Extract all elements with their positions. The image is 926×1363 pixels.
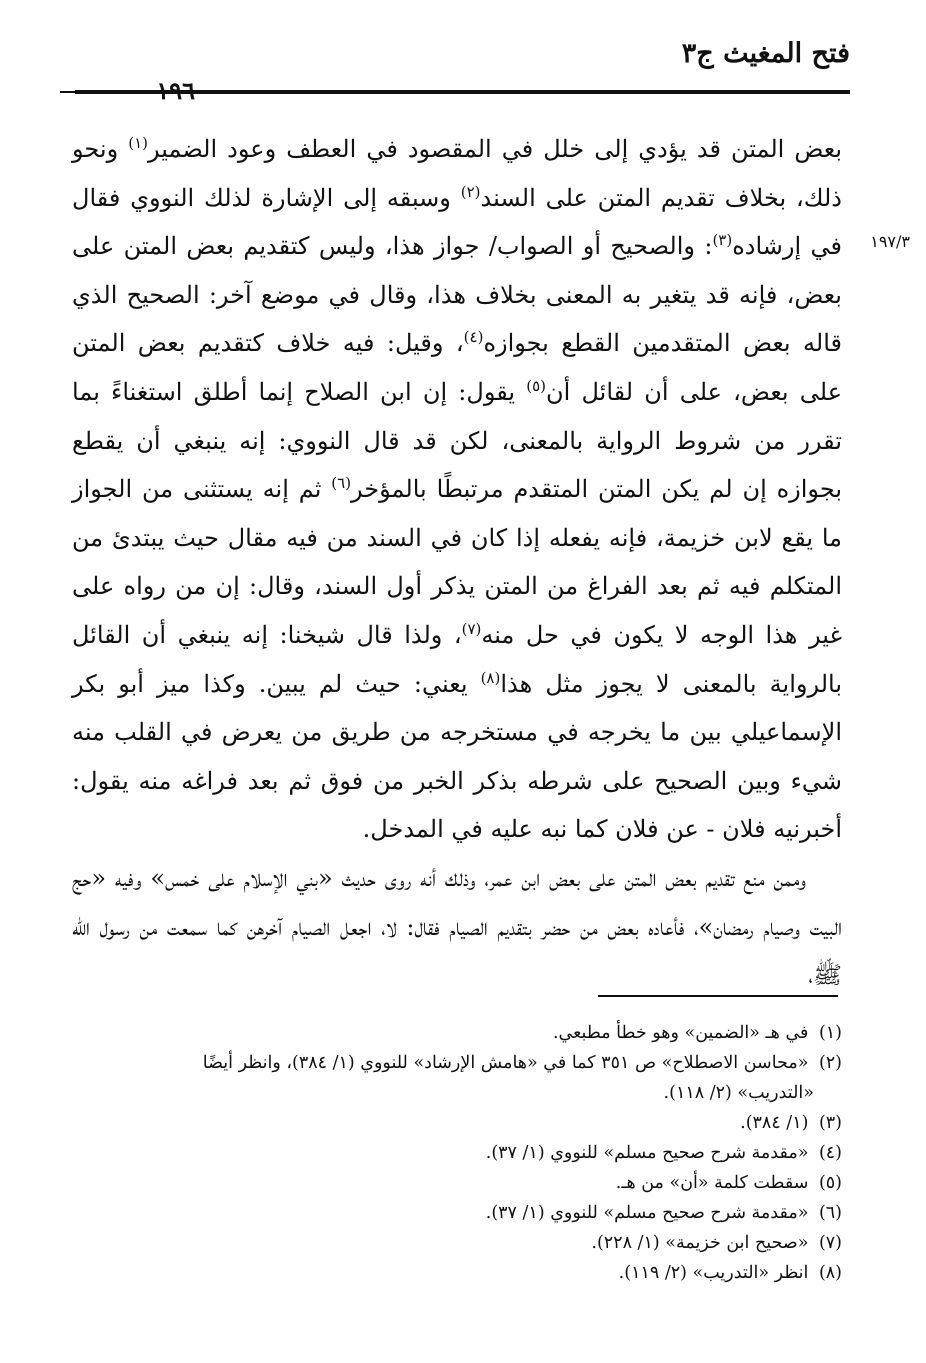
- footnote-text: في هـ «الضمين» وهو خطأ مطبعي.: [552, 1023, 809, 1043]
- footnote: [72, 1228, 842, 1258]
- page-number-dash-left: [60, 91, 105, 93]
- text-run: يعني: حيث لم يبين. وكذا ميز أبو بكر الإسماعيلي بين ما يخرجه في مستخرجه من طريق من يعرض في القلب منه شيء وبين الصحيح على شرطه بذكر الخبر من فوق ثم بعد فراغه منه يقول: أخبرنيه فلان - عن فلان كما نبه عليه في المدخل.: [72, 669, 842, 844]
- page-number: ١٩٦: [156, 76, 195, 105]
- paragraph: [72, 125, 842, 854]
- footnote-text: «مقدمة شرح صحيح مسلم» للنووي (١/ ٣٧).: [485, 1203, 809, 1223]
- footnote: [72, 1108, 842, 1138]
- text-run: يقول: إن ابن الصلاح إنما أطلق استغناءً بما تقرر من شروط الرواية بالمعنى، لكن قد قال النووي: إنه ينبغي أن يقطع بجوازه إن لم يكن المتن المتقدم مرتبطًا بالمؤخر: [72, 377, 843, 504]
- text-run: ثم إنه يستثنى من الجواز ما يقع لابن خزيمة، فإنه يفعله إذا كان في السند من فيه مقال حيث يبتدئ من المتكلم فيه ثم بعد الفراغ من المتن يذكر أول السند، وقال: إن من رواه على غير هذا الوجه لا يكون في حل منه: [72, 475, 843, 649]
- text-run: وسبقه إلى الإشارة لذلك النووي فقال في إرشاده: [72, 183, 843, 261]
- footnote: [72, 1018, 842, 1048]
- footnote-text: انظر «التدريب» (٢/ ١١٩).: [618, 1263, 809, 1283]
- footnote-ref[interactable]: (٣): [712, 231, 733, 250]
- footnote-ref[interactable]: (٨): [480, 668, 501, 687]
- footnote-number: (٧): [818, 1233, 842, 1253]
- margin-page-reference: ١٩٧/٣: [870, 232, 910, 251]
- text-run: ، ولذا قال شيخنا: إنه ينبغي أن القائل بالرواية بالمعنى لا يجوز مثل هذا: [72, 620, 843, 698]
- text-run: ونحو ذلك، بخلاف تقديم المتن على السند: [72, 135, 842, 212]
- page-number-area: [60, 76, 280, 106]
- footnote-continuation: «التدريب» (٢/ ١١٨).: [663, 1083, 814, 1103]
- main-text: [72, 125, 842, 1000]
- footnote-ref[interactable]: (٥): [526, 376, 546, 395]
- footnote-number: (١): [818, 1023, 842, 1043]
- footnote-text: «صحيح ابن خزيمة» (١/ ٢٢٨).: [591, 1233, 809, 1253]
- text-run: : والصحيح أو الصواب/ جواز هذا، وليس كتقديم بعض المتن على بعض، فإنه قد يتغير به المعنى بخلاف هذا، وقال في موضع آخر: الصحيح الذي قاله بعض المتقدمين القطع بجوازه: [72, 232, 843, 358]
- footnote: [72, 1138, 842, 1168]
- text-run: ، وقيل: فيه خلاف كتقديم بعض المتن على بعض، على أن لقائل أن: [72, 329, 843, 406]
- footnote-separator: [598, 995, 838, 997]
- paragraph: وممن منع تقديم بعض المتن على بعض ابن عمر، وذلك أنه روى حديث «بني الإسلام على خمس» وفيه «حج البيت وصيام رمضان»، فأعاده بعض من حضر بتقديم الصيام فقال: لا، اجعل الصيام آخرهن كما سمعت من رسول الله ﷺ،: [72, 863, 842, 990]
- footnote-ref[interactable]: (٤): [463, 328, 484, 347]
- footnote-text: سقطت كلمة «أن» من هـ.: [615, 1173, 809, 1193]
- footnote-number: (٢): [818, 1053, 842, 1073]
- footnote: [72, 1168, 842, 1198]
- footnote-number: (٦): [818, 1203, 842, 1223]
- footnote-number: (٥): [818, 1173, 842, 1193]
- footnote-number: (٨): [818, 1263, 842, 1283]
- footnote-ref[interactable]: (٧): [461, 619, 482, 638]
- page-header: [60, 38, 850, 108]
- footnote-number: (٣): [818, 1113, 842, 1133]
- footnote-text: (١/ ٣٨٤).: [740, 1113, 809, 1133]
- footnote-number: (٤): [818, 1143, 842, 1163]
- footnote: [72, 1198, 842, 1228]
- book-title: فتح المغيث ج٣: [681, 38, 850, 69]
- footnote-ref[interactable]: (٢): [460, 182, 481, 201]
- footnote: [72, 1048, 842, 1078]
- text-run: بعض المتن قد يؤدي إلى خلل في المقصود في العطف وعود الضمير: [147, 135, 843, 163]
- footnote-ref[interactable]: (١): [128, 134, 148, 152]
- footnote-text: «مقدمة شرح صحيح مسلم» للنووي (١/ ٣٧).: [485, 1143, 809, 1163]
- footnote-text: «محاسن الاصطلاح» ص ٣٥١ كما في «هامش الإرشاد» للنووي (١/ ٣٨٤)، وانظر أيضًا: [202, 1053, 809, 1073]
- page-number-dash-right: [205, 91, 280, 93]
- footnote: [72, 1258, 842, 1288]
- footnote-ref[interactable]: (٦): [331, 474, 352, 493]
- footnotes: [72, 1018, 842, 1288]
